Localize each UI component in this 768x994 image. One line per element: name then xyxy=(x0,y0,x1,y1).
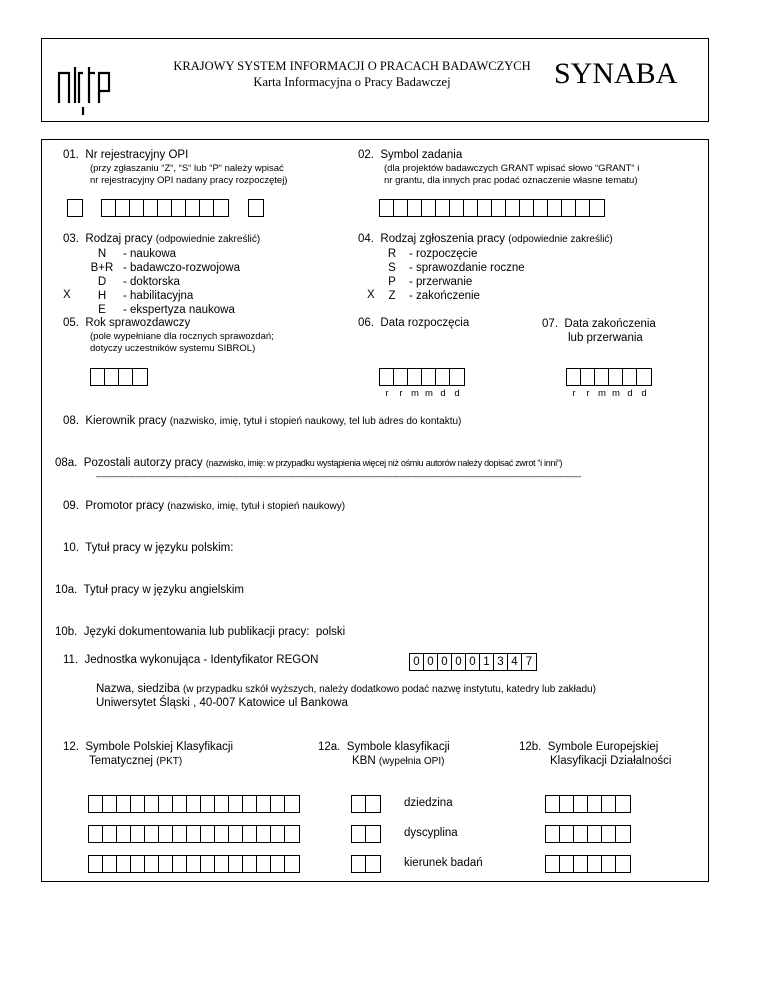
field-10a-label: 10a. Tytuł pracy w języku angielskim xyxy=(55,584,244,596)
work-type-mark: X xyxy=(63,289,71,301)
field-09-label: 09. Promotor pracy (nazwisko, imię, tytuł i stopień naukowy) xyxy=(63,500,346,512)
submission-type-codes: R S P Z xyxy=(387,248,397,302)
kbn-cells-dyscyplina[interactable] xyxy=(351,825,381,843)
field-05-note: (pole wypełniane dla rocznych sprawozdań; dotyczy uczestników systemu SIBROL) xyxy=(90,331,274,354)
kbn-cells-kierunek[interactable] xyxy=(351,855,381,873)
field-10-label: 10. Tytuł pracy w języku polskim: xyxy=(63,542,234,554)
field-08a-label: 08a. Pozostali autorzy pracy (nazwisko, imię: w przypadku wystąpienia więcej niż ośmiu autorów należy dopisać zwrot “i inni“) xyxy=(55,457,563,469)
pkt-cells-row-1[interactable] xyxy=(88,795,300,813)
start-date-format: r r m m d d xyxy=(385,388,460,399)
languages-value: polski xyxy=(315,626,346,638)
field-06-label: 06. Data rozpoczęcia xyxy=(358,317,470,329)
authors-dashed-line: -------------------------------------------------------------------------------------------------------------------------------------------------------------------------------------------------------------------------------- xyxy=(96,472,581,481)
kbn-cells-dziedzina[interactable] xyxy=(351,795,381,813)
field-01-label: 01. Nr rejestracyjny OPI xyxy=(63,149,189,161)
submission-type-options[interactable]: - rozpoczęcie - sprawozdanie roczne - przerwanie - zakończenie xyxy=(409,248,525,302)
work-type-codes: N B+R D H E xyxy=(90,248,114,316)
field-08-label: 08. Kierownik pracy (nazwisko, imię, tytuł i stopień naukowy, tel lub adres do kontaktu) xyxy=(63,415,462,427)
header-title: KRAJOWY SYSTEM INFORMACJI O PRACACH BADAWCZYCH xyxy=(173,59,531,73)
field-12b-label: 12b. Symbole Europejskiej Klasyfikacji Działalności xyxy=(519,741,672,767)
pkt-cells-row-3[interactable] xyxy=(88,855,300,873)
end-date-format: r r m m d d xyxy=(572,388,647,399)
task-symbol-cells[interactable] xyxy=(379,199,605,217)
field-01-note: (przy zgłaszaniu “Z“, “S“ lub “P“ należy wpisać nr rejestracyjny OPI nadany pracy rozpoczętej) xyxy=(90,163,288,186)
field-02-label: 02. Symbol zadania xyxy=(358,149,463,161)
header-subtitle: Karta Informacyjna o Pracy Badawczej xyxy=(253,75,451,89)
regon-cells[interactable]: 0 0 0 0 0 1 3 4 7 xyxy=(409,653,537,671)
ekd-cells-row-2[interactable] xyxy=(545,825,631,843)
submission-type-mark: X xyxy=(367,289,375,301)
kbn-label-dyscyplina: dyscyplina xyxy=(404,827,458,839)
work-type-options[interactable]: - naukowa - badawczo-rozwojowa - doktorska - habilitacyjna - ekspertyza naukowa xyxy=(123,248,240,316)
opi-prefix-cell[interactable] xyxy=(67,199,83,217)
unit-name-label: Nazwa, siedziba (w przypadku szkół wyższych, należy dodatkowo podać nazwę instytutu, katedry lub zakładu) xyxy=(96,683,596,695)
field-12a-label: 12a. Symbole klasyfikacji KBN (wypełnia OPI) xyxy=(318,741,450,767)
header-box xyxy=(41,38,709,122)
field-04-label: 04. Rodzaj zgłoszenia pracy (odpowiednie zakreślić) xyxy=(358,233,613,245)
brand-name: SYNABA xyxy=(554,57,678,90)
field-03-label: 03. Rodzaj pracy (odpowiednie zakreślić) xyxy=(63,233,261,245)
kbn-label-kierunek: kierunek badań xyxy=(404,857,483,869)
field-02-note: (dla projektów badawczych GRANT wpisać słowo “GRANT“ i nr grantu, dla innych prac podać oznaczenie własne tematu) xyxy=(384,163,640,186)
ekd-cells-row-1[interactable] xyxy=(545,795,631,813)
end-date-cells[interactable] xyxy=(566,368,652,386)
kbn-label-dziedzina: dziedzina xyxy=(404,797,453,809)
report-year-cells[interactable] xyxy=(90,368,148,386)
field-12-label: 12. Symbole Polskiej Klasyfikacji Tematycznej (PKT) xyxy=(63,741,234,767)
field-05-label: 05. Rok sprawozdawczy xyxy=(63,317,191,329)
ekd-cells-row-3[interactable] xyxy=(545,855,631,873)
start-date-cells[interactable] xyxy=(379,368,465,386)
field-10b-label: 10b. Języki dokumentowania lub publikacji pracy: polski xyxy=(55,626,346,638)
field-11-label: 11. Jednostka wykonująca - Identyfikator REGON xyxy=(63,654,319,666)
opi-number-cells[interactable] xyxy=(101,199,229,217)
field-07-label: 07. Data zakończenia lub przerwania xyxy=(542,318,656,344)
opi-suffix-cell[interactable] xyxy=(248,199,264,217)
pkt-cells-row-2[interactable] xyxy=(88,825,300,843)
unit-name-value: Uniwersytet Śląski , 40-007 Katowice ul Bankowa xyxy=(96,697,348,709)
